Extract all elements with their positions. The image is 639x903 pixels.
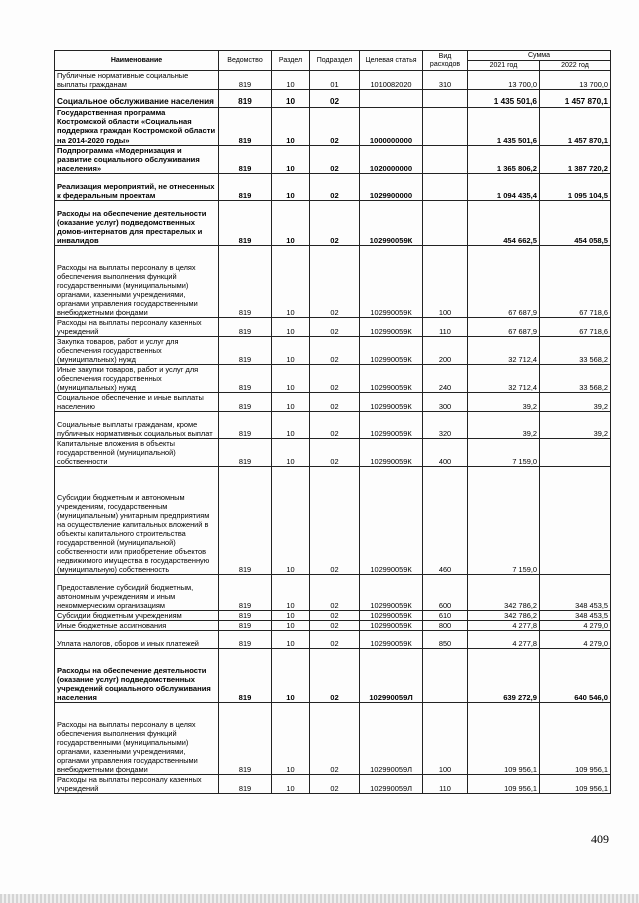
row-expense-type: 100 (423, 246, 468, 318)
row-subsection: 02 (310, 108, 360, 146)
row-sum-2021: 1 435 501,6 (468, 108, 540, 146)
row-department: 819 (219, 90, 272, 108)
table-row (55, 337, 611, 365)
row-sum-2022: 109 956,1 (540, 775, 611, 794)
table-row (55, 318, 611, 337)
row-section: 10 (272, 467, 310, 575)
row-sum-2021: 32 712,4 (468, 337, 540, 365)
row-section: 10 (272, 703, 310, 775)
row-section: 10 (272, 649, 310, 703)
row-sum-2022: 33 568,2 (540, 365, 611, 393)
row-department: 819 (219, 71, 272, 90)
row-subsection: 02 (310, 90, 360, 108)
row-expense-type (423, 649, 468, 703)
row-target: 102990059К (360, 631, 423, 649)
row-subsection: 02 (310, 412, 360, 439)
header-year-2022: 2022 год (540, 61, 611, 71)
row-name: Закупка товаров, работ и услуг для обеспечения государственных (муниципальных) нужд (55, 337, 219, 365)
row-department: 819 (219, 621, 272, 631)
table-row (55, 575, 611, 611)
row-expense-type: 240 (423, 365, 468, 393)
row-name: Расходы на выплаты персоналу казенных учреждений (55, 318, 219, 337)
row-sum-2022: 1 095 104,5 (540, 174, 611, 201)
table-row (55, 412, 611, 439)
row-subsection: 02 (310, 393, 360, 412)
row-section: 10 (272, 145, 310, 174)
row-target: 102990059К (360, 467, 423, 575)
table-row (55, 174, 611, 201)
row-department: 819 (219, 649, 272, 703)
row-sum-2022: 1 457 870,1 (540, 108, 611, 146)
header-target: Целевая статья (360, 51, 423, 71)
row-subsection: 02 (310, 337, 360, 365)
row-section: 10 (272, 611, 310, 621)
row-section: 10 (272, 631, 310, 649)
row-target: 102990059Л (360, 649, 423, 703)
row-subsection: 02 (310, 611, 360, 621)
row-target: 102990059К (360, 365, 423, 393)
row-name: Подпрограмма «Модернизация и развитие социального обслуживания населения» (55, 145, 219, 174)
row-name: Публичные нормативные социальные выплаты гражданам (55, 71, 219, 90)
row-sum-2021: 39,2 (468, 412, 540, 439)
row-expense-type: 300 (423, 393, 468, 412)
row-target: 1010082020 (360, 71, 423, 90)
row-sum-2022: 640 546,0 (540, 649, 611, 703)
row-section: 10 (272, 621, 310, 631)
row-section: 10 (272, 439, 310, 467)
row-department: 819 (219, 246, 272, 318)
row-sum-2022: 67 718,6 (540, 318, 611, 337)
row-sum-2021: 67 687,9 (468, 318, 540, 337)
row-subsection: 02 (310, 575, 360, 611)
page-number: 409 (591, 832, 609, 846)
header-year-2021: 2021 год (468, 61, 540, 71)
row-target: 102990059К (360, 611, 423, 621)
row-subsection: 02 (310, 775, 360, 794)
row-section: 10 (272, 90, 310, 108)
row-department: 819 (219, 337, 272, 365)
row-expense-type: 850 (423, 631, 468, 649)
row-department: 819 (219, 467, 272, 575)
row-name: Реализация мероприятий, не отнесенных к федеральным проектам (55, 174, 219, 201)
row-target: 102990059К (360, 621, 423, 631)
row-sum-2022: 67 718,6 (540, 246, 611, 318)
row-sum-2022: 39,2 (540, 412, 611, 439)
row-sum-2022: 33 568,2 (540, 337, 611, 365)
row-subsection: 02 (310, 467, 360, 575)
row-sum-2021: 7 159,0 (468, 439, 540, 467)
row-name: Расходы на обеспечение деятельности (оказание услуг) подведомственных учреждений социального обслуживания населения (55, 649, 219, 703)
row-sum-2022: 39,2 (540, 393, 611, 412)
row-sum-2021: 109 956,1 (468, 775, 540, 794)
row-department: 819 (219, 393, 272, 412)
row-expense-type: 200 (423, 337, 468, 365)
budget-table (54, 50, 611, 794)
row-subsection: 01 (310, 71, 360, 90)
row-name: Расходы на выплаты персоналу в целях обеспечения выполнения функций государственными (муниципальными) органами, казенными учреждениями, органами управления государственными внебюджетными фондами (55, 703, 219, 775)
row-name: Уплата налогов, сборов и иных платежей (55, 631, 219, 649)
row-target (360, 90, 423, 108)
row-target: 102990059К (360, 201, 423, 246)
row-sum-2021: 1 365 806,2 (468, 145, 540, 174)
table-row (55, 775, 611, 794)
row-department: 819 (219, 412, 272, 439)
table-body (55, 71, 611, 794)
row-expense-type: 310 (423, 71, 468, 90)
row-department: 819 (219, 703, 272, 775)
row-expense-type: 460 (423, 467, 468, 575)
row-sum-2021: 639 272,9 (468, 649, 540, 703)
row-subsection: 02 (310, 631, 360, 649)
table-row (55, 108, 611, 146)
row-expense-type: 320 (423, 412, 468, 439)
row-name: Предоставление субсидий бюджетным, автономным учреждениям и иным некоммерческим организациям (55, 575, 219, 611)
row-expense-type: 400 (423, 439, 468, 467)
row-department: 819 (219, 145, 272, 174)
row-expense-type (423, 108, 468, 146)
header-subsection: Подраздел (310, 51, 360, 71)
row-expense-type (423, 174, 468, 201)
row-department: 819 (219, 775, 272, 794)
row-sum-2022: 1 457 870,1 (540, 90, 611, 108)
row-sum-2022: 109 956,1 (540, 703, 611, 775)
row-name: Расходы на выплаты персоналу в целях обеспечения выполнения функций государственными (муниципальными) органами, казенными учреждениями, органами управления государственными внебюджетными фондами (55, 246, 219, 318)
row-section: 10 (272, 337, 310, 365)
row-target: 102990059К (360, 412, 423, 439)
row-sum-2022: 1 387 720,2 (540, 145, 611, 174)
table-row (55, 467, 611, 575)
table-row (55, 365, 611, 393)
row-department: 819 (219, 439, 272, 467)
row-expense-type: 600 (423, 575, 468, 611)
table-row (55, 145, 611, 174)
table-row (55, 621, 611, 631)
row-expense-type: 110 (423, 775, 468, 794)
row-sum-2021: 7 159,0 (468, 467, 540, 575)
row-name: Социальные выплаты гражданам, кроме публичных нормативных социальных выплат (55, 412, 219, 439)
row-department: 819 (219, 108, 272, 146)
table-row (55, 71, 611, 90)
row-name: Расходы на выплаты персоналу казенных учреждений (55, 775, 219, 794)
row-target: 102990059К (360, 246, 423, 318)
row-section: 10 (272, 775, 310, 794)
row-subsection: 02 (310, 439, 360, 467)
row-expense-type: 800 (423, 621, 468, 631)
row-sum-2021: 32 712,4 (468, 365, 540, 393)
row-sum-2022: 348 453,5 (540, 575, 611, 611)
row-department: 819 (219, 611, 272, 621)
row-expense-type: 100 (423, 703, 468, 775)
row-target: 102990059К (360, 337, 423, 365)
row-target: 102990059Л (360, 703, 423, 775)
row-subsection: 02 (310, 201, 360, 246)
row-sum-2022: 4 279,0 (540, 631, 611, 649)
row-name: Государственная программа Костромской области «Социальная поддержка граждан Костромской области на 2014-2020 годы» (55, 108, 219, 146)
row-name: Социальное обеспечение и иные выплаты населению (55, 393, 219, 412)
row-department: 819 (219, 318, 272, 337)
row-sum-2021: 342 786,2 (468, 575, 540, 611)
row-department: 819 (219, 174, 272, 201)
row-name: Субсидии бюджетным и автономным учреждениям, государственным (муниципальным) унитарным предприятиям на осуществление капитальных вложений в объекты капитального строительства государственной (муниципальной) собственности или приобретение объектов недвижимого имущества в государственную (муниципальную) собственность (55, 467, 219, 575)
row-name: Расходы на обеспечение деятельности (оказание услуг) подведомственных домов-интернатов для престарелых и инвалидов (55, 201, 219, 246)
row-expense-type (423, 201, 468, 246)
row-name: Социальное обслуживание населения (55, 90, 219, 108)
row-section: 10 (272, 246, 310, 318)
table-row (55, 649, 611, 703)
table-header (55, 51, 611, 71)
row-subsection: 02 (310, 174, 360, 201)
row-target: 102990059К (360, 318, 423, 337)
scan-edge-decoration (0, 894, 639, 903)
row-section: 10 (272, 393, 310, 412)
row-sum-2021: 454 662,5 (468, 201, 540, 246)
row-sum-2022: 348 453,5 (540, 611, 611, 621)
table-row (55, 90, 611, 108)
row-subsection: 02 (310, 246, 360, 318)
row-target: 1000000000 (360, 108, 423, 146)
table-row (55, 246, 611, 318)
row-sum-2021: 39,2 (468, 393, 540, 412)
header-department: Ведомство (219, 51, 272, 71)
row-sum-2021: 342 786,2 (468, 611, 540, 621)
row-sum-2021: 67 687,9 (468, 246, 540, 318)
row-target: 102990059К (360, 439, 423, 467)
row-target: 102990059К (360, 575, 423, 611)
row-expense-type: 610 (423, 611, 468, 621)
row-department: 819 (219, 365, 272, 393)
row-name: Капитальные вложения в объекты государственной (муниципальной) собственности (55, 439, 219, 467)
row-target: 102990059К (360, 393, 423, 412)
header-section: Раздел (272, 51, 310, 71)
row-subsection: 02 (310, 318, 360, 337)
row-expense-type (423, 90, 468, 108)
row-target: 1020000000 (360, 145, 423, 174)
header-expense-type: Вид расходов (423, 51, 468, 71)
row-subsection: 02 (310, 365, 360, 393)
row-subsection: 02 (310, 621, 360, 631)
header-sum: Сумма (468, 51, 611, 61)
row-target: 1029900000 (360, 174, 423, 201)
row-sum-2021: 1 094 435,4 (468, 174, 540, 201)
header-name: Наименование (55, 51, 219, 71)
row-section: 10 (272, 365, 310, 393)
row-sum-2022: 454 058,5 (540, 201, 611, 246)
row-subsection: 02 (310, 145, 360, 174)
row-section: 10 (272, 108, 310, 146)
row-section: 10 (272, 575, 310, 611)
table-row (55, 631, 611, 649)
row-section: 10 (272, 201, 310, 246)
row-sum-2022 (540, 467, 611, 575)
row-section: 10 (272, 71, 310, 90)
row-sum-2022 (540, 439, 611, 467)
table-row (55, 393, 611, 412)
row-expense-type: 110 (423, 318, 468, 337)
row-sum-2021: 13 700,0 (468, 71, 540, 90)
row-sum-2021: 4 277,8 (468, 631, 540, 649)
table-row (55, 703, 611, 775)
table-row (55, 439, 611, 467)
row-subsection: 02 (310, 649, 360, 703)
row-name: Субсидии бюджетным учреждениям (55, 611, 219, 621)
row-target: 102990059Л (360, 775, 423, 794)
row-sum-2022: 13 700,0 (540, 71, 611, 90)
row-section: 10 (272, 318, 310, 337)
row-name: Иные бюджетные ассигнования (55, 621, 219, 631)
row-section: 10 (272, 412, 310, 439)
row-sum-2021: 109 956,1 (468, 703, 540, 775)
row-sum-2021: 1 435 501,6 (468, 90, 540, 108)
row-department: 819 (219, 201, 272, 246)
row-sum-2021: 4 277,8 (468, 621, 540, 631)
row-name: Иные закупки товаров, работ и услуг для обеспечения государственных (муниципальных) нужд (55, 365, 219, 393)
table-row (55, 611, 611, 621)
row-sum-2022: 4 279,0 (540, 621, 611, 631)
table-row (55, 201, 611, 246)
row-section: 10 (272, 174, 310, 201)
row-department: 819 (219, 631, 272, 649)
row-subsection: 02 (310, 703, 360, 775)
row-expense-type (423, 145, 468, 174)
row-department: 819 (219, 575, 272, 611)
